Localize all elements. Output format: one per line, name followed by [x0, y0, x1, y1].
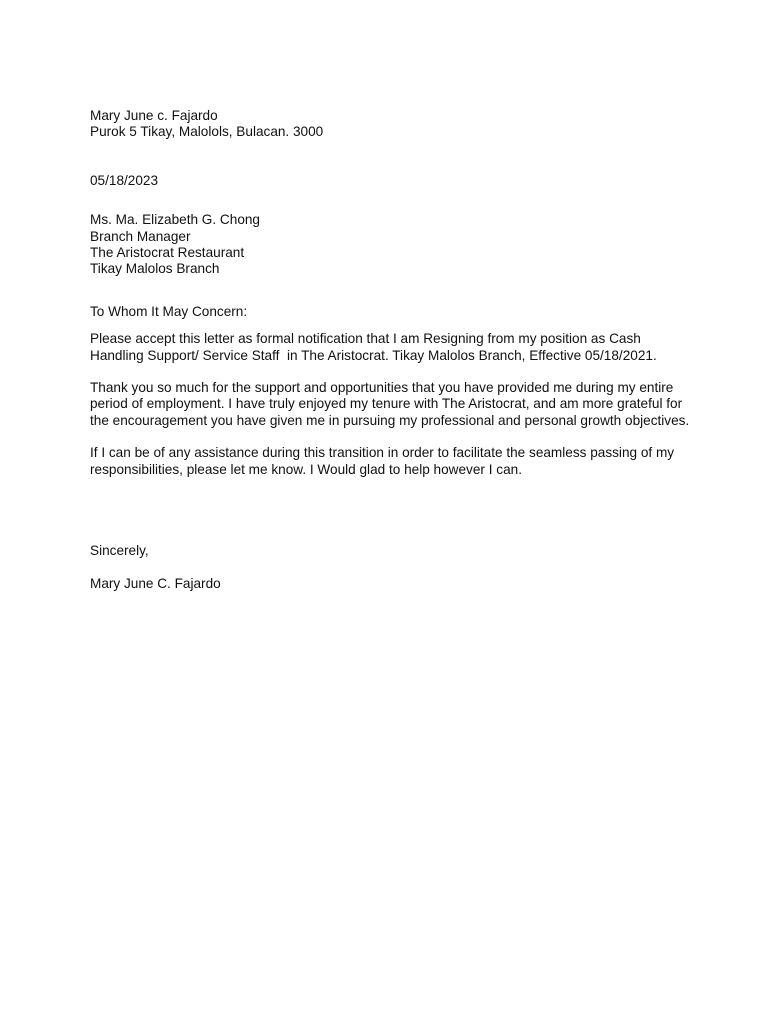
- letter-page: [90, 108, 690, 592]
- letter-date: 05/18/2023: [90, 172, 159, 188]
- recipient-block: [90, 212, 690, 278]
- body-paragraph-2: Thank you so much for the support and opportunities that you have provided me during my entire period of employment. I have truly enjoyed my tenure with The Aristocrat, and am more grateful for the encouragement you have given me in pursuing my professional and personal growth objectives.: [90, 380, 690, 428]
- recipient-company: The Aristocrat Restaurant: [90, 245, 245, 261]
- body-paragraph-3: If I can be of any assistance during this transition in order to facilitate the seamless passing of my responsibilities, please let me know. I Would glad to help however I can.: [90, 445, 678, 477]
- salutation-block: [90, 304, 690, 320]
- closing: Sincerely,: [90, 543, 149, 559]
- body-paragraph-1: Please accept this letter as formal notification that I am Resigning from my position as Cash Handling Support/ Service Staff in The Aristocrat. Tikay Malolos Branch, Effective 05/18/2021.: [90, 331, 657, 363]
- letter-date-block: [90, 173, 690, 189]
- recipient-title: Branch Manager: [90, 228, 191, 244]
- closing-block: [90, 543, 690, 559]
- recipient-branch: Tikay Malolos Branch: [90, 261, 220, 277]
- recipient-name: Ms. Ma. Elizabeth G. Chong: [90, 212, 260, 228]
- salutation: To Whom It May Concern:: [90, 303, 248, 319]
- sender-name: Mary June c. Fajardo: [90, 108, 218, 123]
- sender-block: [90, 108, 690, 141]
- signature-block: [90, 576, 690, 592]
- signature-name: Mary June C. Fajardo: [90, 575, 221, 591]
- sender-address: Purok 5 Tikay, Malolols, Bulacan. 3000: [90, 124, 324, 140]
